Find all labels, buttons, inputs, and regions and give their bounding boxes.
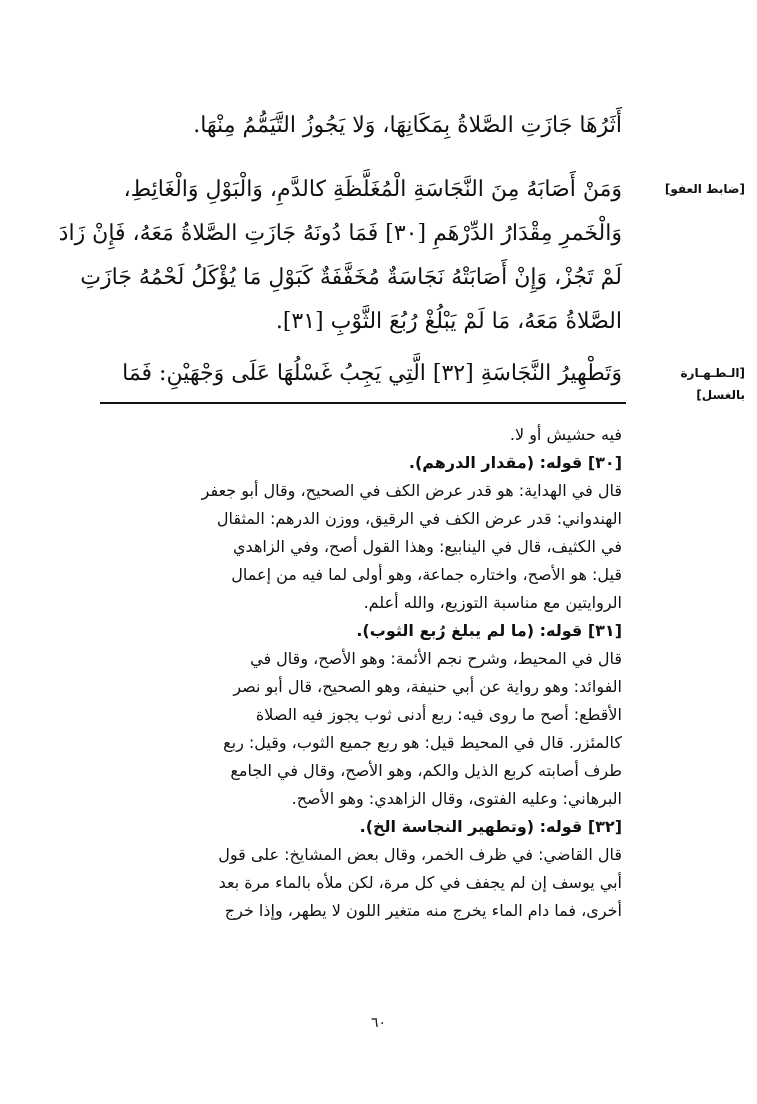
matn-line: لَمْ تَجُزْ، وَإِنْ أَصَابَتْهُ نَجَاسَةٌ مُخَفَّفَةٌ كَبَوْلِ مَا يُؤْكَلُ لَحْمُهُ جَازَتِ — [80, 265, 622, 290]
matn-line: أَثَرُهَا جَازَتِ الصَّلاةُ بِمَكَانِهَا، وَلا يَجُوزُ التَّيَمُّمُ مِنْهَا. — [193, 113, 622, 138]
matn-block-3 — [122, 352, 622, 396]
qawl-text: قوله: (مقدار الدرهم). — [408, 453, 583, 472]
qawl-heading-31 — [102, 617, 622, 645]
commentary-line: الروايتين مع مناسبة التوزيع، والله أعلم. — [363, 593, 622, 612]
margin-note-dhabit-al-afw: [ضابط العفو] — [664, 182, 745, 196]
matn-block-2 — [58, 168, 622, 344]
commentary-line: في الكثيف، قال في الينابيع: وهذا القول أصح، وفي الزاهدي — [233, 537, 622, 556]
matn-line: الصَّلاةُ مَعَهُ، مَا لَمْ يَبْلُغْ رُبُعَ الثَّوْبِ [٣١]. — [275, 309, 622, 334]
note-number: [٣٠] — [587, 453, 622, 472]
matn-block-1 — [132, 104, 622, 148]
commentary-line: قال القاضي: في ظرف الخمر، وقال بعض المشايخ: على قول — [218, 845, 622, 864]
commentary-line: قال في المحيط، وشرح نجم الأئمة: وهو الأصح، وقال في — [250, 649, 622, 668]
note-number: [٣٢] — [587, 817, 622, 836]
commentary-line: طرف أصابته كربع الذيل والكم، وهو الأصح، وقال في الجامع — [230, 761, 622, 780]
commentary-intro: فيه حشيش أو لا. — [509, 425, 622, 444]
margin-note-line: [الـطـهـارة — [680, 366, 745, 380]
commentary-line: كالمئزر. قال في المحيط قيل: هو ربع جميع الثوب، وقيل: ربع — [223, 733, 622, 752]
commentary-line: الهندواني: قدر عرض الكف في الرقيق، ووزن الدرهم: المثقال — [216, 509, 622, 528]
commentary-line: أبي يوسف إن لم يجفف في كل مرة، لكن ملأه بالماء مرة بعد — [218, 873, 622, 892]
matn-line: وَمَنْ أَصَابَهُ مِنَ النَّجَاسَةِ الْمُغَلَّظَةِ كالدَّمِ، وَالْبَوْلِ وَالْغَائِطِ، — [123, 177, 622, 202]
margin-note-tahara-bil-ghasl — [635, 362, 745, 406]
separator-rule — [100, 402, 626, 404]
qawl-text: قوله: (وتطهير النجاسة الخ). — [359, 817, 583, 836]
qawl-heading-32 — [102, 813, 622, 841]
matn-line: وَتَطْهِيرُ النَّجَاسَةِ [٣٢] الَّتِي يَجِبُ غَسْلُهَا عَلَى وَجْهَيْنِ: فَمَا — [122, 361, 622, 386]
commentary-line: الأقطع: أصح ما روى فيه: ربع أدنى ثوب يجوز فيه الصلاة — [255, 705, 622, 724]
qawl-heading-30 — [102, 449, 622, 477]
margin-note-line: بالغسل] — [696, 388, 745, 402]
qawl-text: قوله: (ما لم يبلغ رُبع الثوب). — [356, 621, 583, 640]
note-number: [٣١] — [587, 621, 622, 640]
matn-line: وَالْخَمرِ مِقْدَارُ الدِّرْهَمِ [٣٠] فَمَا دُونَهُ جَازَتِ الصَّلاةُ مَعَهُ، فَإِنْ زَادَ — [58, 221, 622, 246]
commentary-line: البرهاني: وعليه الفتوى، وقال الزاهدي: وهو الأصح. — [291, 789, 622, 808]
commentary-line: أخرى، فما دام الماء يخرج منه متغير اللون لا يطهر، وإذا خرج — [224, 901, 622, 920]
commentary-line: قيل: هو الأصح، واختاره جماعة، وهو أولى لما فيه من إعمال — [231, 565, 622, 584]
page-number: ٦٠ — [370, 1015, 387, 1031]
commentary-line: قال في الهداية: هو قدر عرض الكف في الصحيح، وقال أبو جعفر — [201, 481, 622, 500]
commentary-line: الفوائد: وهو رواية عن أبي حنيفة، وهو الصحيح، قال أبو نصر — [233, 677, 622, 696]
commentary-block — [102, 421, 622, 925]
